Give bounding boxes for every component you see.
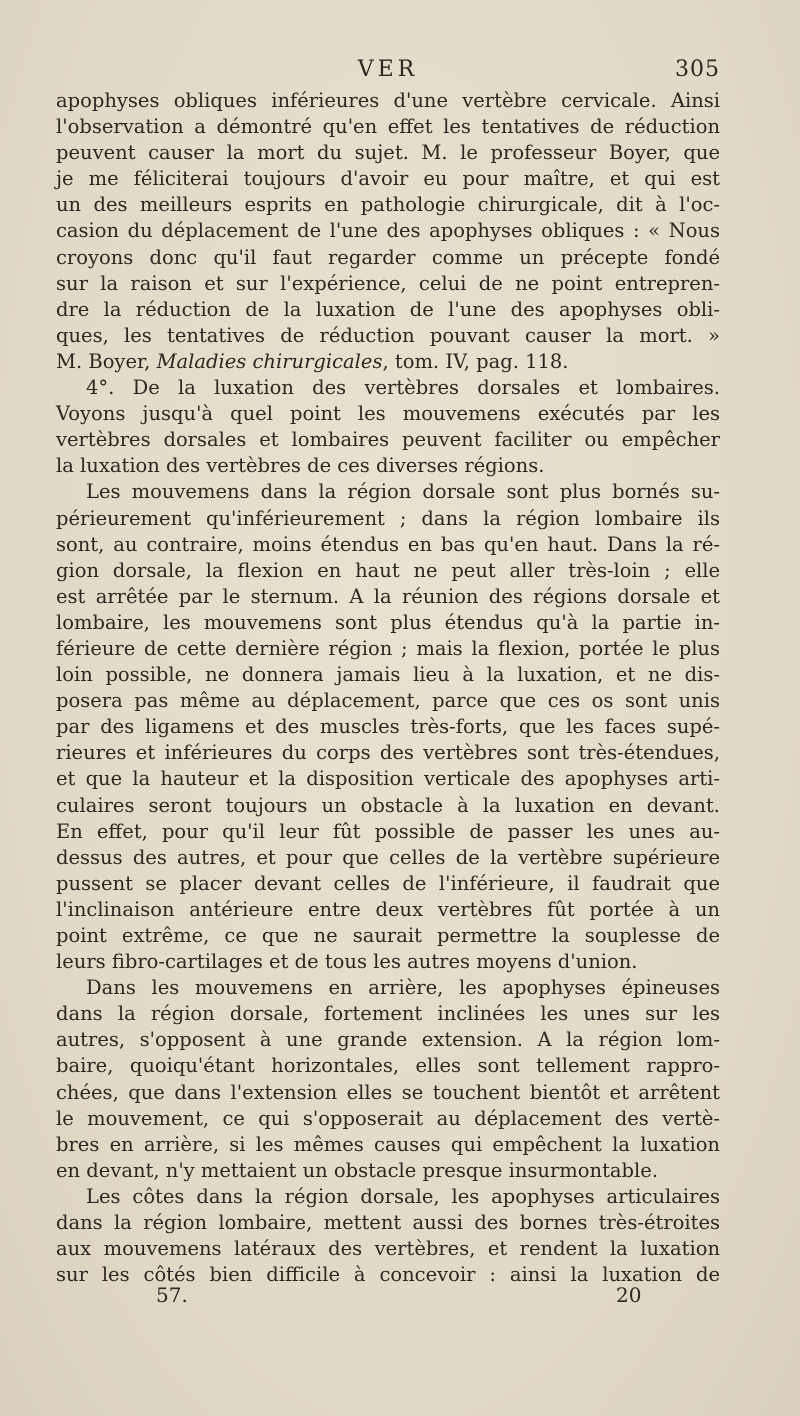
text-line: ques, les tentatives de réduction pouvant causer la mort. »: [56, 323, 720, 347]
page-header: [56, 57, 720, 87]
text-line: l'inclinaison antérieure entre deux vertèbres fût portée à un: [56, 897, 720, 921]
text-line: sur les côtés bien difficile à concevoir : ainsi la luxation de: [56, 1263, 720, 1287]
text-line: je me féliciterai toujours d'avoir eu pour maître, et qui est: [56, 167, 720, 191]
text-line: la luxation des vertèbres de ces diverses régions.: [56, 454, 545, 478]
text-line: gion dorsale, la flexion en haut ne peut aller très-loin ; elle: [56, 558, 720, 582]
text-line: posera pas même au déplacement, parce que ces os sont unis: [56, 689, 720, 713]
text-line: En effet, pour qu'il leur fût possible de passer les unes au-: [56, 819, 720, 843]
text-line: par des ligamens et des muscles très-forts, que les faces supé-: [56, 715, 720, 739]
text-line: dans la région lombaire, mettent aussi des bornes très-étroites: [56, 1211, 720, 1235]
text-line: sur la raison et sur l'expérience, celui de ne point entrepren-: [56, 271, 720, 295]
text-line: chées, que dans l'extension elles se touchent bientôt et arrêtent: [56, 1080, 720, 1104]
body-text: [56, 88, 720, 1288]
page-number: 305: [675, 57, 720, 82]
text-line: autres, s'opposent à une grande extension. A la région lom-: [56, 1028, 720, 1052]
text-line: croyons donc qu'il faut regarder comme un précepte fondé: [56, 245, 720, 269]
text-line: bres en arrière, si les mêmes causes qui empêchent la luxation: [56, 1132, 720, 1156]
text-line: dessus des autres, et pour que celles de la vertèbre supérieure: [56, 845, 720, 869]
text-line: l'observation a démontré qu'en effet les tentatives de réduction: [56, 115, 720, 139]
text-line: culaires seront toujours un obstacle à la luxation en devant.: [56, 793, 720, 817]
text-line: sont, au contraire, moins étendus en bas qu'en haut. Dans la ré-: [56, 532, 720, 556]
text-line: Voyons jusqu'à quel point les mouvemens exécutés par les: [56, 402, 720, 426]
running-head: VER: [357, 57, 419, 82]
section-heading: 4°. De la luxation des vertèbres dorsales et lombaires.: [86, 376, 720, 400]
text-line: un des meilleurs esprits en pathologie chirurgicale, dit à l'oc-: [56, 193, 720, 217]
paragraph-start: Dans les mouvemens en arrière, les apophyses épineuses: [86, 976, 720, 1000]
paragraph-start: Les mouvemens dans la région dorsale sont plus bornés su-: [86, 480, 720, 504]
text-line: casion du déplacement de l'une des apophyses obliques : « Nous: [56, 219, 720, 243]
page-footer: [56, 1283, 720, 1311]
text-line: apophyses obliques inférieures d'une vertèbre cervicale. Ainsi: [56, 89, 720, 112]
citation-reference: , tom. IV, pag. 118.: [382, 349, 569, 373]
text-line: le mouvement, ce qui s'opposerait au déplacement des vertè-: [56, 1106, 720, 1130]
text-line: aux mouvemens latéraux des vertèbres, et rendent la luxation: [56, 1237, 720, 1261]
text-line: dre la réduction de la luxation de l'une des apophyses obli-: [56, 297, 720, 321]
paragraph-start: Les côtes dans la région dorsale, les apophyses articulaires: [86, 1184, 720, 1208]
text-line: point extrême, ce que ne saurait permettre la souplesse de: [56, 924, 720, 947]
text-line: peuvent causer la mort du sujet. M. le professeur Boyer, que: [56, 141, 720, 165]
text-line: lombaire, les mouvemens sont plus étendus qu'à la partie in-: [56, 610, 720, 634]
text-line: et que la hauteur et la disposition verticale des apophyses arti-: [56, 767, 720, 791]
text-line: dans la région dorsale, fortement inclinées les unes sur les: [56, 1002, 720, 1026]
signature-mark: 57.: [156, 1283, 188, 1307]
text-line: est arrêtée par le sternum. A la réunion des régions dorsale et: [56, 584, 720, 608]
text-line: en devant, n'y mettaient un obstacle presque insurmontable.: [56, 1158, 659, 1182]
text-line: baire, quoiqu'étant horizontales, elles sont tellement rappro-: [56, 1054, 720, 1078]
gathering-mark: 20: [616, 1283, 642, 1307]
text-line: leurs fibro-cartilages et de tous les autres moyens d'union.: [56, 950, 638, 974]
text-line: vertèbres dorsales et lombaires peuvent faciliter ou empêcher: [56, 428, 720, 452]
citation-author: M. Boyer,: [56, 349, 157, 373]
text-line: férieure de cette dernière région ; mais la flexion, portée le plus: [56, 636, 720, 660]
citation-line: [56, 349, 720, 375]
text-line: loin possible, ne donnera jamais lieu à la luxation, et ne dis-: [56, 663, 720, 687]
text-line: rieures et inférieures du corps des vertèbres sont très-étendues,: [56, 741, 720, 765]
text-line: périeurement qu'inférieurement ; dans la région lombaire ils: [56, 506, 720, 530]
citation-title: Maladies chirurgicales: [156, 349, 383, 373]
text-line: pussent se placer devant celles de l'inférieure, il faudrait que: [56, 871, 720, 895]
